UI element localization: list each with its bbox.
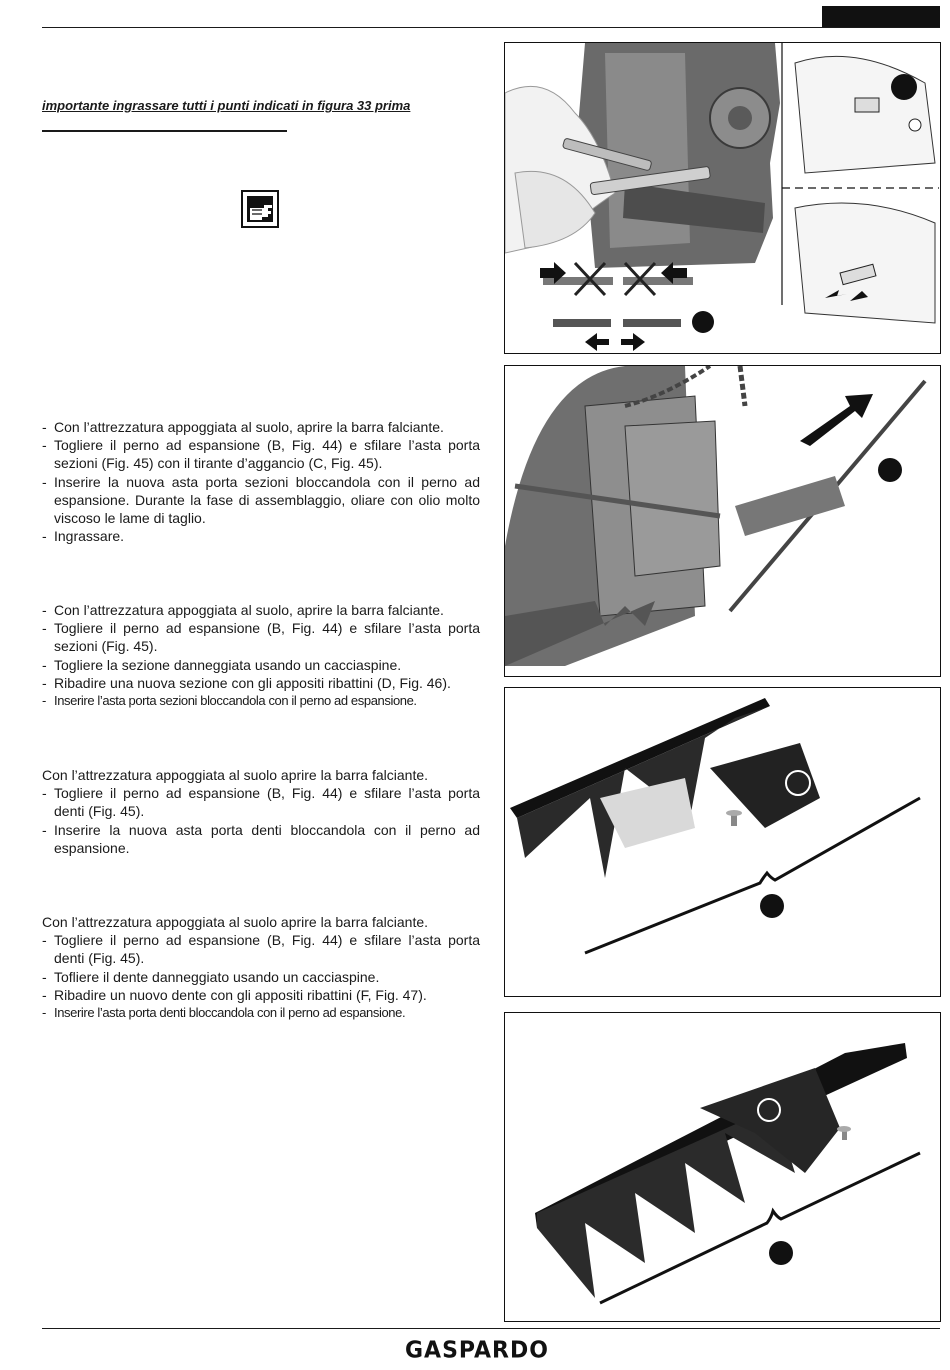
blade-section-icon [710,743,820,828]
list-item: - Inserire l’asta porta denti bloccandola con il perno ad espansione. [42,1004,480,1022]
correct-direction-diagram [553,311,714,351]
section-lead: Con l’attrezzatura appoggiata al suolo aprire la barra falciante. [42,914,429,930]
section-replace-tooth-bar [42,766,480,857]
list-item: - Con l’attrezzatura appoggiata al suolo, aprire la barra falciante. [42,601,480,619]
blade-section-illustration [505,688,939,995]
figure-45 [504,365,941,677]
rivet-icon [726,810,742,826]
list-item: - Tofliere il dente danneggiato usando un cacciaspine. [42,968,480,986]
callout-marker [891,74,917,100]
pull-arrow-icon [800,394,873,446]
callout-marker [878,458,902,482]
header-rule [42,27,940,28]
section-replace-blade-section [42,601,480,710]
footer-rule [42,1328,940,1329]
list-item: - Togliere il perno ad espansione (B, Fig. 44) e sfilare l’asta porta denti (Fig. 45). [42,931,480,967]
list-item: - Inserire la nuova asta porta denti bloccandola con il perno ad espansione. [42,821,480,857]
brand-logo: GASPARDO [405,1337,549,1364]
section-lead: Con l’attrezzatura appoggiata al suolo aprire la barra falciante. [42,767,429,783]
list-item: - Ingrassare. [42,527,480,545]
section-replace-tooth [42,913,480,1022]
list-item: - Togliere il perno ad espansione (B, Fig. 44) e sfilare l’asta porta sezioni (Fig. 45). [42,619,480,655]
section-replace-blade-bar [42,418,480,545]
list-item: - Togliere il perno ad espansione (B, Fig. 44) e sfilare l’asta porta denti (Fig. 45). [42,784,480,820]
rivet-icon [837,1126,851,1140]
arrow-icon [585,333,609,351]
list-item: - Ribadire una nuova sezione con gli appositi ribattini (D, Fig. 46). [42,674,480,692]
intro-text: importante ingrassare tutti i punti indicati in figura 33 prima [42,98,411,113]
list-item: - Ribadire un nuovo dente con gli appositi ribattini (F, Fig. 47). [42,986,480,1004]
figure-44 [504,42,941,354]
tooth-bar-illustration [505,1013,939,1320]
list-item: - Inserire la nuova asta porta sezioni bloccandola con il perno ad espansione. Durante la fase di assemblaggio, oliare con olio molto viscoso le lame di taglio. [42,473,480,528]
callout-marker [760,894,784,918]
list-item: - Togliere il perno ad espansione (B, Fig. 44) e sfilare l’asta porta sezioni (Fig. 45) con il tirante d’aggancio (C, Fig. 45). [42,436,480,472]
figure-47 [504,1012,941,1322]
list-item: - Inserire l’asta porta sezioni bloccandola con il perno ad espansione. [42,692,480,710]
callout-marker [692,311,714,333]
pointing-hand-icon [241,190,279,228]
list-item: - Togliere la sezione danneggiata usando un cacciaspine. [42,656,480,674]
header-tab [822,6,940,28]
intro-rule [42,130,287,132]
expansion-pin-icon [855,98,879,112]
expansion-pin-removal-illustration [505,43,939,352]
arrow-icon [621,333,645,351]
list-item: - Con l’attrezzatura appoggiata al suolo, aprire la barra falciante. [42,418,480,436]
figure-46 [504,687,941,997]
callout-marker [769,1241,793,1265]
blade-bar-extraction-illustration [505,366,939,675]
